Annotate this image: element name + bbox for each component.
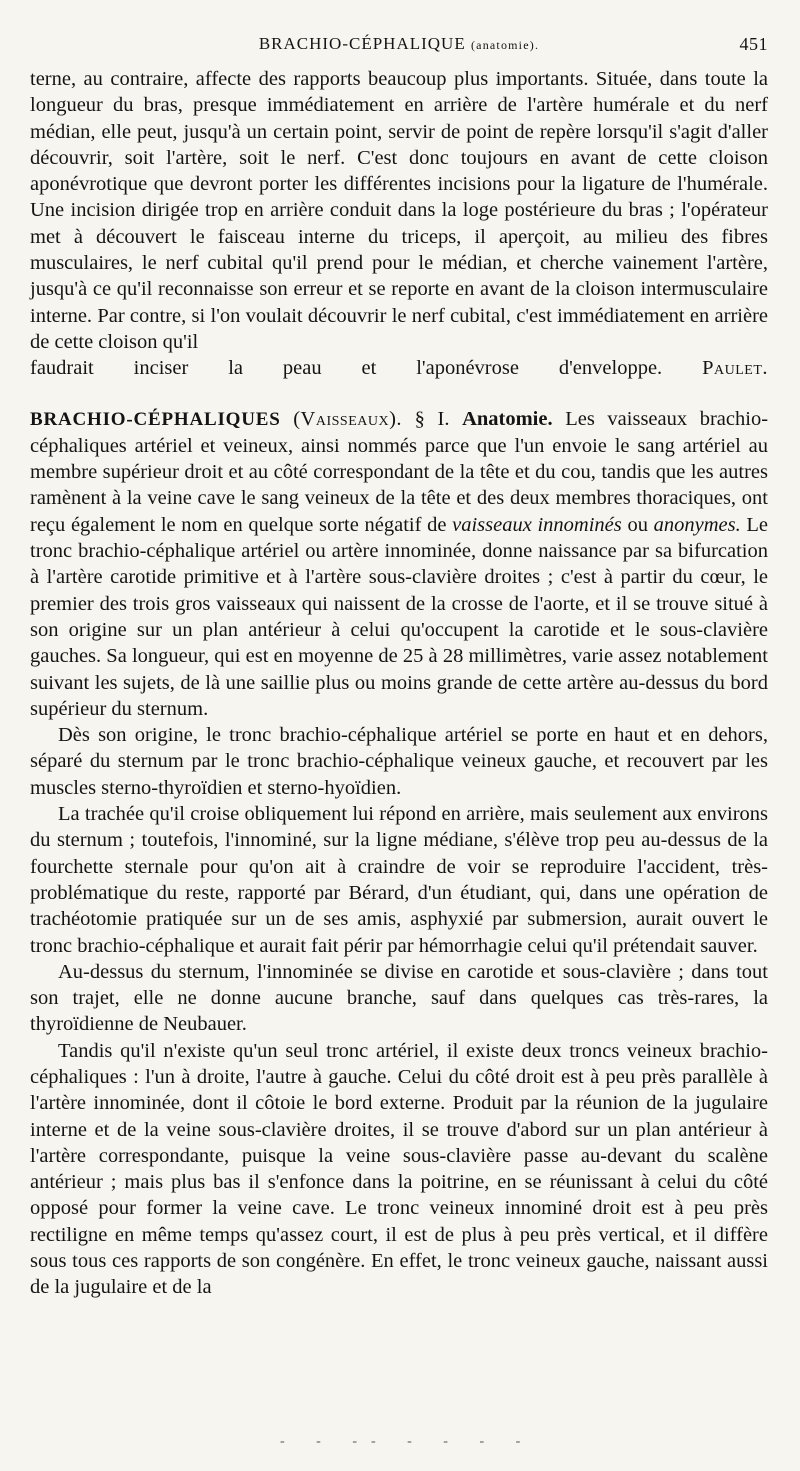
section-mark: § I. xyxy=(414,407,450,430)
italic-term-anonymes: anonymes. xyxy=(653,513,741,536)
signature-line xyxy=(30,355,768,381)
paragraph-division: Au-dessus du sternum, l'innominée se divise en carotide et sous-clavière ; dans tout son trajet, elle ne donne aucune branche, sauf dans quelques cas très-rares, la thyroïdienne de Neubauer. xyxy=(30,960,768,1036)
footer-marks: - - -- - - - - xyxy=(280,1434,535,1449)
paragraph-venous-trunks: Tandis qu'il n'existe qu'un seul tronc artériel, il existe deux troncs veineux brachio-céphaliques : l'un à droite, l'autre à gauche. Celui du côté droit est à peu près parallèle à l'artère innominée, dont il côtoie le bord externe. Produit par la réunion de la jugulaire interne et de la veine sous-clavière droites, il se trouve d'abord sur un plan antérieur à l'artère correspondante, puisque la veine sous-clavière passe au-devant du scalène antérieur ; mais plus bas il s'enfonce dans la poitrine, en se réunissant à celui du côté opposé pour former la veine cave. Le tronc veineux innominé droit est à peu près rectiligne en même temps qu'assez court, il est de plus à peu près vertical, et il diffère sous tous ces rapports de son congénère. En effet, le tronc veineux gauche, naissant aussi de la jugulaire et de la xyxy=(30,1039,768,1299)
continued-paragraph-text: terne, au contraire, affecte des rapports beaucoup plus importants. Située, dans toute la longueur du bras, presque immédiatement en arrière de l'artère humérale et du nerf médian, elle peut, jusqu'à un certain point, servir de point de repère lorsqu'il s'agit d'aller découvrir, soit l'artère, soit le nerf. C'est donc toujours en avant de cette cloison aponévrotique que devront porter les différentes incisions pour la ligature de l'humérale. Une incision dirigée trop en arrière conduit dans la loge postérieure du bras ; l'opérateur met à découvert le faisceau interne du triceps, il aperçoit, au milieu des fibres musculaires, le nerf cubital qu'il prend pour le médian, et cherche vainement l'artère, jusqu'à ce qu'il reconnaisse son erreur et se reporte en avant de la cloison intermusculaire interne. Par contre, si l'on voulait découvrir le nerf cubital, c'est immédiatement en arrière de cette cloison qu'il xyxy=(30,68,768,353)
article-headword: BRACHIO-CÉPHALIQUES xyxy=(30,408,281,430)
article-intro xyxy=(30,406,768,723)
page-body xyxy=(30,66,768,1301)
running-title-qualifier: (anatomie). xyxy=(470,38,540,52)
continued-paragraph xyxy=(30,66,768,355)
running-header xyxy=(30,34,768,58)
italic-term-innominés: vaisseaux innominés xyxy=(452,513,622,536)
page-number: 451 xyxy=(739,34,768,54)
article-intro-text: Les vaisseaux brachio-céphaliques artériel et veineux, ainsi nommés parce que l'un envoie le sang artériel au membre supérieur droit et au côté correspondant de la tête et du cou, tandis que les autres ramènent à la veine cave le sang veineux de la tête et des deux membres thoraciques, ont reçu également le nom en quelque sorte négatif de xyxy=(30,407,769,536)
author-signature: Paulet. xyxy=(702,357,769,380)
running-title-main: BRACHIO-CÉPHALIQUE xyxy=(258,34,466,53)
running-title xyxy=(30,34,768,54)
continued-paragraph-last-line: faudrait inciser la peau et l'aponévrose d'enveloppe. xyxy=(30,357,663,380)
section-title: Anatomie. xyxy=(462,407,553,430)
paragraph-trachea: La trachée qu'il croise obliquement lui répond en arrière, mais seulement aux environs du sternum ; toutefois, l'innominé, sur la ligne médiane, s'élève trop peu au-dessus de la fourchette sternale pour qu'on ait à craindre de voir se reproduire l'accident, très-problématique du reste, rapporté par Bérard, d'un étudiant, qui, dans une opération de trachéotomie pratiquée sur un de ses amis, asphyxié par submersion, aurait ouvert le tronc brachio-céphalique et aurait fait périr par hémorrhagie celui qu'il prétendait sauver. xyxy=(30,803,768,957)
intro-conjunction: ou xyxy=(627,513,648,536)
paragraph-origin: Dès son origine, le tronc brachio-céphalique artériel se porte en haut et en dehors, séparé du sternum par le tronc brachio-céphalique veineux gauche, et recouvert par les muscles sterno-thyroïdien et sterno-hyoïdien. xyxy=(30,724,768,799)
article-intro-rest: Le tronc brachio-céphalique artériel ou artère innominée, donne naissance par sa bifurcation à l'artère carotide primitive et à l'artère sous-clavière droites ; c'est à partir du cœur, le premier des trois gros vaisseaux qui naissent de la crosse de l'aorte, et il se trouve situé à son origine sur un plan antérieur à celui qu'occupent la carotide et le sous-clavière gauches. Sa longueur, qui est en moyenne de 25 à 28 millimètres, varie assez notablement suivant les sujets, de là une saillie plus ou moins grande de cette artère au-dessus du bord supérieur du sternum. xyxy=(30,513,769,720)
article-headword-qualifier: (Vaisseaux). xyxy=(293,407,403,430)
